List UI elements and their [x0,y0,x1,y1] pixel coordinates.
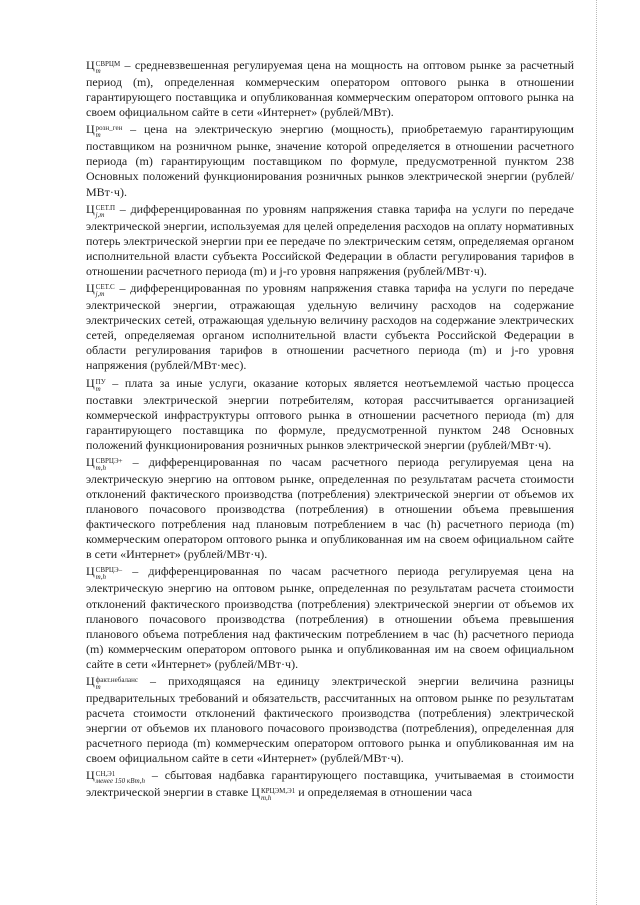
definition-text: – плата за иные услуги, оказание которых является неотъемлемой частью процесса поставки электрической энергии потребителям, которая рассчитывается организацией коммерческой инфраструктуры оптового рынка в отношении расчетного периода (m) для гарантирующего поставщика по формуле, предусмотренной пунктом 248 Основных положений функционирования розничных рынков электрической энергии (рублей/МВт·ч). [86,375,574,452]
definition-paragraph [86,768,574,802]
page-edge-divider [596,0,598,905]
definition-paragraph [86,122,574,199]
price-symbol: Ц СН,Э1 менее 150 кВт,h [86,768,146,786]
definition-paragraph [86,202,574,279]
definition-paragraph [86,674,574,766]
price-symbol: Ц факт.небаланс m [86,674,138,691]
definition-text: – дифференцированная по уровням напряжения ставка тарифа на услуги по передаче электрической энергии, отражающая удельную величину расходов на содержание электрических сетей, отражающая удельную величину расходов на содержание электрических сетей, определяемая органом исполнительной власти субъекта Российской Федерации в области регулирования тарифов в отношении расчетного периода (m) и j-го уровня напряжения (рублей/МВт·мес). [86,281,574,373]
price-symbol: Ц ПУ m [86,375,106,393]
definition-text: – приходящаяся на единицу электрической энергии величина разницы предварительных требований и обязательств, рассчитанных на оптовом рынке по результатам расчета стоимости отклонений фактического производства (потребления) электрической энергии от объемов их планового почасового производства (потребления), определенная для расчетного периода (m) коммерческим оператором оптового рынка и опубликованная им на своем официальном сайте в сети «Интернет» (рублей/МВт·ч). [86,674,574,766]
price-symbol: Ц розн_ген m [86,122,123,140]
definition-paragraph [86,455,574,563]
definition-paragraph [86,58,574,120]
definition-paragraph [86,281,574,373]
definition-text: – дифференцированная по часам расчетного периода регулируемая цена на электрическую энергию на оптовом рынке, определенная по результатам расчета стоимости отклонений фактического производства (потребления) электрической энергии от объемов их планового почасового производства (потребления) в отношении объема превышения планового объема потребления над фактическим потреблением в час (h) расчетного периода (m) коммерческим оператором оптового рынка и опубликованная им на своем официальном сайте в сети «Интернет» (рублей/МВт·ч). [86,564,574,671]
price-symbol: Ц СВРЦЭ– m,h [86,564,123,582]
definition-text: и определяемая в отношении часа [295,785,473,800]
definition-text: – средневзвешенная регулируемая цена на мощность на оптовом рынке за расчетный период (m), определенная коммерческим оператором оптового рынка в отношении гарантирующего поставщика и опубликованная коммерческим оператором оптового рынка на своем официальном сайте в сети «Интернет» (рублей/МВт). [86,58,574,120]
definition-paragraph [86,564,574,672]
price-symbol: Ц СВРЦМ m [86,58,121,75]
definition-paragraph [86,376,574,453]
definition-text: – цена на электрическую энергию (мощность), приобретаемую гарантирующим поставщиком на розничном рынке, значение которой определяется в отношении расчетного периода (m) гарантирующим поставщиком по формуле, предусмотренной пунктом 238 Основных положений функционирования розничных рынков электрической энергии (рублей/МВт·ч). [86,122,574,199]
price-symbol: Ц СЕТ.С j,m [86,281,115,299]
document-page [86,58,574,804]
price-symbol: Ц СЕТ.П j,m [86,201,115,219]
price-symbol: Ц КРЦЭМ,Э1 m,h [251,785,296,803]
definition-text: – дифференцированная по уровням напряжения ставка тарифа на услуги по передаче электрической энергии, используемая для целей определения расходов на оплату нормативных потерь электрической энергии при ее передаче по электрическим сетям, определяемая органом исполнительной власти субъекта Российской Федерации в области регулирования тарифов в отношении расчетного периода (m) и j-го уровня напряжения (рублей/МВт·ч). [86,201,574,278]
price-symbol: Ц СВРЦЭ+ m,h [86,454,123,472]
definition-text: – дифференцированная по часам расчетного периода регулируемая цена на электрическую энергию на оптовом рынке, определенная по результатам расчета стоимости отклонений фактического производства (потребления) электрической энергии от объемов их планового почасового производства (потребления) в отношении объема превышения фактического потребления над плановым потреблением в час (h) расчетного периода (m) коммерческим оператором оптового рынка и опубликованная им на своем официальном сайте в сети «Интернет» (рублей/МВт·ч). [86,454,574,562]
definition-text: – сбытовая надбавка гарантирующего поставщика, учитываемая в стоимости электрической энергии в ставке [86,768,574,800]
